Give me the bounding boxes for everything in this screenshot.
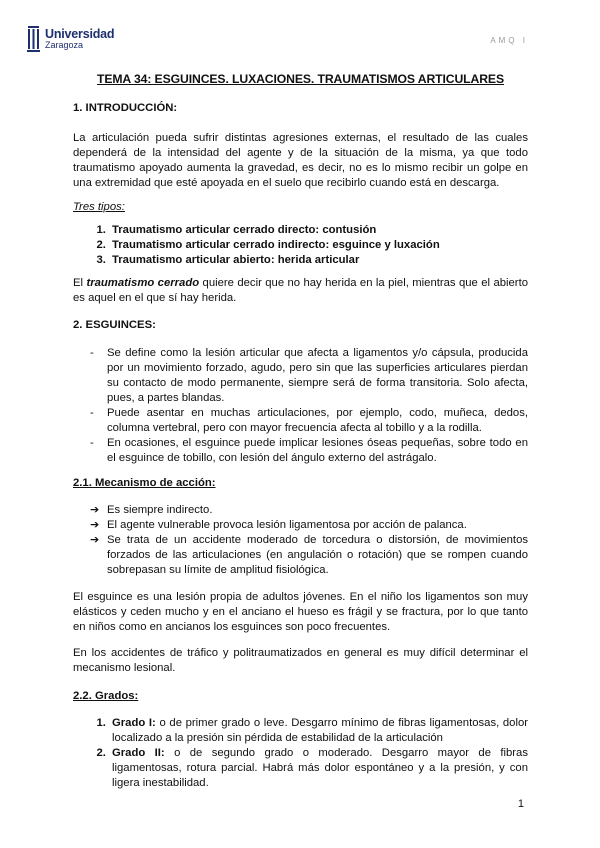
- section-heading-introduction: 1. INTRODUCCIÓN:: [73, 102, 178, 114]
- list-item: [73, 503, 528, 518]
- closed-term: traumatismo cerrado: [86, 277, 200, 289]
- arrow-icon: ➔: [90, 534, 100, 546]
- grade-text: o de primer grado o leve. Desgarro mínimo de fibras ligamentosas, dolor localizado a la presión sin pérdida de estabilidad de la articulación: [112, 717, 528, 744]
- arrow-icon: ➔: [90, 504, 100, 516]
- list-item-text: Se trata de un accidente moderado de torcedura o distorsión, de movimientos forzados de las articulaciones (en angulación o rotación) que se rompen cuando sobrepasan su límite de amplitud fisiológica.: [107, 534, 528, 576]
- list-item: [109, 746, 528, 791]
- list-item-text: El agente vulnerable provoca lesión ligamentosa por acción de palanca.: [107, 519, 467, 531]
- university-crest-icon: [27, 24, 40, 54]
- types-list: [73, 223, 528, 268]
- page-number: 1: [517, 798, 524, 810]
- page-title: TEMA 34: ESGUINCES. LUXACIONES. TRAUMATISMOS ARTICULARES: [97, 72, 504, 86]
- list-item-text: Es siempre indirecto.: [107, 504, 213, 516]
- document-body: [73, 72, 528, 791]
- university-logo: [27, 24, 114, 54]
- list-item: 2. Traumatismo articular cerrado indirecto: esguince y luxación: [109, 238, 528, 253]
- sprains-list: [73, 346, 528, 466]
- mechanism-list: [73, 503, 528, 578]
- intro-paragraph: La articulación pueda sufrir distintas agresiones externas, el resultado de las cuales dependerá de la intensidad del agente y de la situación de la misma, ya que todo traumatismo apoyado aumenta la gravedad, es decir, no es lo mismo recibir un golpe en una extremidad que esté apoyada en el suelo que recibirlo cuando está en descarga.: [73, 132, 528, 189]
- list-item: [73, 533, 528, 578]
- section-heading-sprains: 2. ESGUINCES:: [73, 319, 156, 331]
- list-item: - Se define como la lesión articular que afecta a ligamentos y/o cápsula, producida por un movimiento forzado, agudo, pero sin que las superficies articulares pierdan su contacto de modo permanente, siempre será de forma transitoria. Solo afecta, pues, a partes blandas.: [90, 347, 528, 404]
- header-tag: AMQ I: [490, 36, 528, 45]
- list-item: [73, 518, 528, 533]
- mechanism-paragraph-2: En los accidentes de tráfico y politraumatizados en general es muy difícil determinar el mecanismo lesional.: [73, 647, 528, 674]
- types-label: Tres tipos:: [73, 201, 125, 213]
- section-heading-grades: 2.2. Grados:: [73, 690, 139, 702]
- list-item: 1. Traumatismo articular cerrado directo: contusión: [109, 223, 528, 238]
- list-item: 3. Traumatismo articular abierto: herida articular: [109, 253, 528, 268]
- grades-list: [73, 716, 528, 791]
- list-item: - En ocasiones, el esguince puede implicar lesiones óseas pequeñas, sobre todo en el esguince de tobillo, con lesión del ángulo externo del astrágalo.: [90, 437, 528, 464]
- list-item-text: Se define como la lesión articular que afecta a ligamentos y/o cápsula, producida por un movimiento forzado, agudo, pero sin que las superficies articulares pierdan su contacto de modo permanente, siempre será de forma transitoria. Solo afecta, pues, a partes blandas.: [107, 347, 528, 404]
- list-item-text: Puede asentar en muchas articulaciones, por ejemplo, codo, muñeca, dedos, columna vertebral, pero con mayor frecuencia afecta al tobillo y a la rodilla.: [107, 407, 528, 434]
- closed-prefix: El: [73, 277, 87, 289]
- mechanism-paragraph-1: El esguince es una lesión propia de adultos jóvenes. En el niño los ligamentos son muy elásticos y ceden mucho y en el anciano el hueso es frágil y se fractura, por lo que tanto en niños como en ancianos los esguinces son poco frecuentes.: [73, 591, 528, 633]
- section-heading-mechanism: 2.1. Mecanismo de acción:: [73, 477, 216, 489]
- list-item: [109, 716, 528, 746]
- closed-trauma-paragraph: [73, 276, 528, 306]
- logo-title: Universidad: [45, 26, 115, 41]
- grade-text: o de segundo grado o moderado. Desgarro mayor de fibras ligamentosas, rotura parcial. Habrá más dolor espontáneo y a la presión, y con ligera inestabilidad.: [112, 747, 528, 789]
- closed-rest: quiere decir que no hay herida en la piel, mientras que el abierto es aquel en el que sí hay herida.: [73, 277, 528, 304]
- logo-subtitle: Zaragoza: [45, 40, 84, 51]
- list-item-text: En ocasiones, el esguince puede implicar lesiones óseas pequeñas, sobre todo en el esguince de tobillo, con lesión del ángulo externo del astrágalo.: [107, 437, 528, 464]
- list-item: - Puede asentar en muchas articulaciones, por ejemplo, codo, muñeca, dedos, columna vertebral, pero con mayor frecuencia afecta al tobillo y a la rodilla.: [90, 407, 528, 434]
- arrow-icon: ➔: [90, 519, 100, 531]
- grade-label: Grado II:: [112, 747, 165, 759]
- grade-label: Grado I:: [112, 717, 156, 729]
